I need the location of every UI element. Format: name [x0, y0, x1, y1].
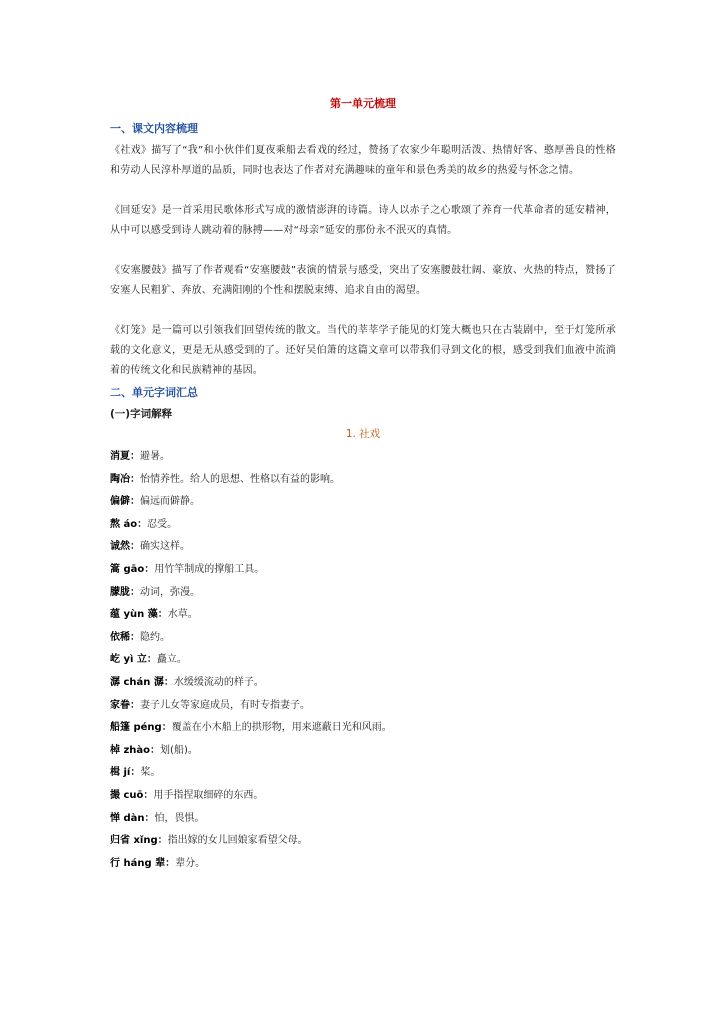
term-word: 诚然：	[110, 541, 140, 553]
term-word: 惮 dàn：	[110, 812, 155, 824]
term-definition: 矗立。	[156, 654, 187, 666]
term-word: 屹 yì 立：	[110, 654, 157, 666]
term-item	[110, 808, 616, 831]
term-item	[110, 695, 616, 718]
term-list	[110, 446, 616, 875]
term-word: 蕴 yùn 藻：	[110, 609, 168, 621]
term-word: 偏僻：	[110, 496, 140, 508]
term-word: 陶冶：	[110, 473, 140, 485]
subsection-heading: (一)字词解释	[110, 408, 173, 420]
term-word: 棹 zhào：	[110, 744, 161, 756]
term-item	[110, 514, 616, 537]
term-item	[110, 491, 616, 514]
term-word: 家眷：	[110, 699, 140, 711]
term-item	[110, 717, 616, 740]
term-definition: 桨。	[140, 767, 161, 779]
term-definition: 水草。	[167, 609, 198, 621]
term-word: 潺 chán 潺：	[110, 676, 174, 688]
section-heading-vocab: 二、单元字词汇总	[110, 386, 198, 399]
term-definition: 妻子儿女等家庭成员，有时专指妻子。	[140, 699, 310, 711]
term-item	[110, 469, 616, 492]
paragraph-huiyanan: 《回延安》是一首采用民歌体形式写成的激情澎湃的诗篇。诗人以赤子之心歌颂了养育一代革命者的延安精神，从中可以感受到诗人跳动着的脉搏——对“母亲”延安的那份永不泯灭的真情。	[110, 205, 616, 236]
term-item	[110, 446, 616, 469]
term-definition: 辈分。	[175, 857, 206, 869]
term-word: 篙 gāo：	[110, 563, 155, 575]
term-word: 依稀：	[110, 631, 140, 643]
term-item	[110, 853, 616, 876]
term-word: 撮 cuō：	[110, 789, 154, 801]
term-item	[110, 672, 616, 695]
term-word: 船篷 péng：	[110, 722, 172, 734]
page-title: 第一单元梳理	[330, 97, 396, 110]
term-definition: 隐约。	[140, 631, 170, 643]
term-item	[110, 830, 616, 853]
term-definition: 确实这样。	[140, 541, 190, 553]
term-definition: 指出嫁的女儿回娘家看望父母。	[167, 835, 308, 847]
term-word: 熬 áo：	[110, 518, 148, 530]
term-word: 朦胧：	[110, 586, 140, 598]
term-word: 行 háng 辈：	[110, 857, 176, 869]
term-definition: 怕，畏惧。	[154, 812, 205, 824]
term-definition: 用竹竿制成的撑船工具。	[154, 563, 265, 575]
term-item	[110, 740, 616, 763]
term-definition: 忍受。	[147, 518, 178, 530]
term-word: 楫 jí：	[110, 767, 141, 779]
term-definition: 动词，弥漫。	[140, 586, 200, 598]
lesson-heading: 1. 社戏	[345, 428, 381, 440]
term-definition: 偏远而僻静。	[140, 496, 200, 508]
section-heading-content: 一、课文内容梳理	[110, 122, 198, 135]
term-word: 消夏：	[110, 451, 140, 462]
paragraph-shexi: 《社戏》描写了“我”和小伙伴们夏夜乘船去看戏的经过，赞扬了农家少年聪明活泼、热情好客、憨厚善良的性格和劳动人民淳朴厚道的品质，同时也表达了作者对充满趣味的童年和景色秀美的故乡的热爱与怀念之情。	[110, 145, 616, 176]
paragraph-denglong: 《灯笼》是一篇可以引领我们回望传统的散文。当代的莘莘学子能见的灯笼大概也只在古装剧中，至于灯笼所承载的文化意义，更是无从感受到的了。还好吴伯箫的这篇文章可以带我们寻到文化的根，感受到我们血液中流淌着的传统文化和民族精神的基因。	[110, 325, 616, 376]
term-item	[110, 762, 616, 785]
term-definition: 划(船)。	[160, 744, 198, 756]
term-definition: 水缓缓流动的样子。	[173, 676, 264, 688]
term-definition: 怡情养性。给人的思想、性格以有益的影响。	[140, 473, 340, 485]
term-item	[110, 627, 616, 650]
term-definition: 用手指捏取细碎的东西。	[153, 789, 264, 801]
term-definition: 覆盖在小木船上的拱形物，用来遮蔽日光和风雨。	[171, 722, 392, 734]
term-definition: 避暑。	[140, 451, 170, 462]
paragraph-ansaiyaogu: 《安塞腰鼓》描写了作者观看“安塞腰鼓”表演的情景与感受，突出了安塞腰鼓壮阔、豪放、火热的特点，赞扬了安塞人民粗犷、奔放、充满阳刚的个性和摆脱束缚、追求自由的渴望。	[110, 265, 616, 296]
term-item	[110, 582, 616, 605]
document-page	[110, 96, 616, 875]
term-item	[110, 649, 616, 672]
term-item	[110, 604, 616, 627]
term-item	[110, 559, 616, 582]
term-item	[110, 785, 616, 808]
term-item	[110, 536, 616, 559]
term-word: 归省 xǐng：	[110, 835, 168, 847]
